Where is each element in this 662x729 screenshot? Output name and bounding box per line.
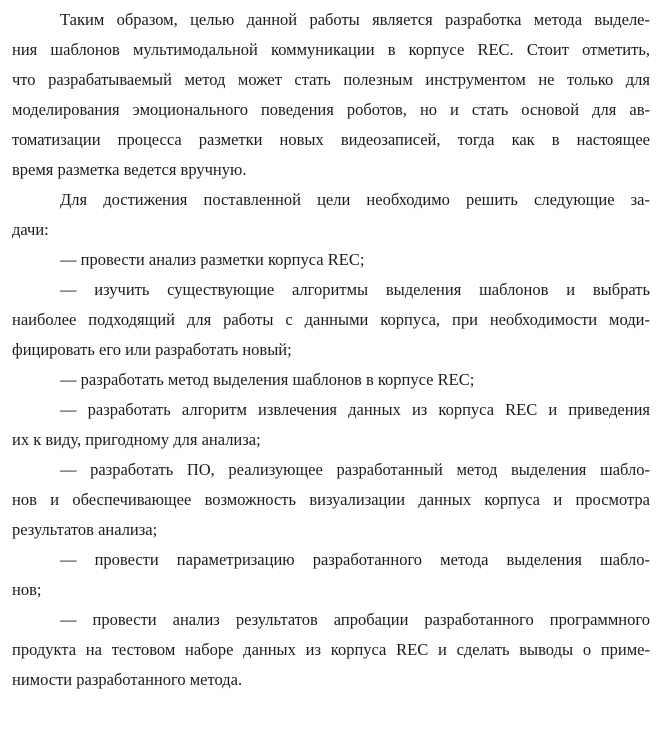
text-line: — разработать алгоритм извлечения данных из корпуса REC и приведения (60, 400, 650, 419)
text-line: фицировать его или разработать новый; (12, 340, 292, 359)
text-line: что разрабатываемый метод может стать полезным инструментом не только для (12, 70, 650, 89)
list-item-paragraph (12, 545, 650, 605)
text-line: — разработать ПО, реализующее разработанный метод выделения шабло- (60, 460, 650, 479)
text-line: их к виду, пригодному для анализа; (12, 430, 261, 449)
text-line: — провести анализ разметки корпуса REC; (60, 250, 365, 269)
paragraph (12, 5, 650, 185)
list-item-paragraph (12, 605, 650, 695)
text-line: — изучить существующие алгоритмы выделения шаблонов и выбрать (60, 280, 650, 299)
paragraph (12, 185, 650, 245)
text-line: результатов анализа; (12, 520, 158, 539)
text-line: — разработать метод выделения шаблонов в корпусе REC; (60, 370, 475, 389)
text-line: моделирования эмоционального поведения роботов, но и стать основой для ав- (12, 100, 650, 119)
list-item-paragraph (12, 395, 650, 455)
text-line: нов; (12, 580, 42, 599)
text-line: Таким образом, целью данной работы является разработка метода выделе- (60, 10, 650, 29)
text-line: время разметка ведется вручную. (12, 160, 247, 179)
list-item-paragraph (12, 455, 650, 545)
text-line: продукта на тестовом наборе данных из корпуса REC и сделать выводы о приме- (12, 640, 650, 659)
text-line: — провести параметризацию разработанного метода выделения шабло- (60, 550, 650, 569)
text-line: Для достижения поставленной цели необходимо решить следующие за- (60, 190, 650, 209)
list-item-paragraph (12, 365, 650, 395)
list-item-paragraph (12, 275, 650, 365)
text-line: ния шаблонов мультимодальной коммуникации в корпусе REC. Стоит отметить, (12, 40, 650, 59)
text-line: нимости разработанного метода. (12, 670, 243, 689)
text-line: наиболее подходящий для работы с данными корпуса, при необходимости моди- (12, 310, 650, 329)
text-line: томатизации процесса разметки новых видеозаписей, тогда как в настоящее (12, 130, 650, 149)
text-line: нов и обеспечивающее возможность визуализации данных корпуса и просмотра (12, 490, 650, 509)
list-item-paragraph (12, 245, 650, 275)
text-line: — провести анализ результатов апробации разработанного программного (60, 610, 650, 629)
text-line: дачи: (12, 220, 49, 239)
